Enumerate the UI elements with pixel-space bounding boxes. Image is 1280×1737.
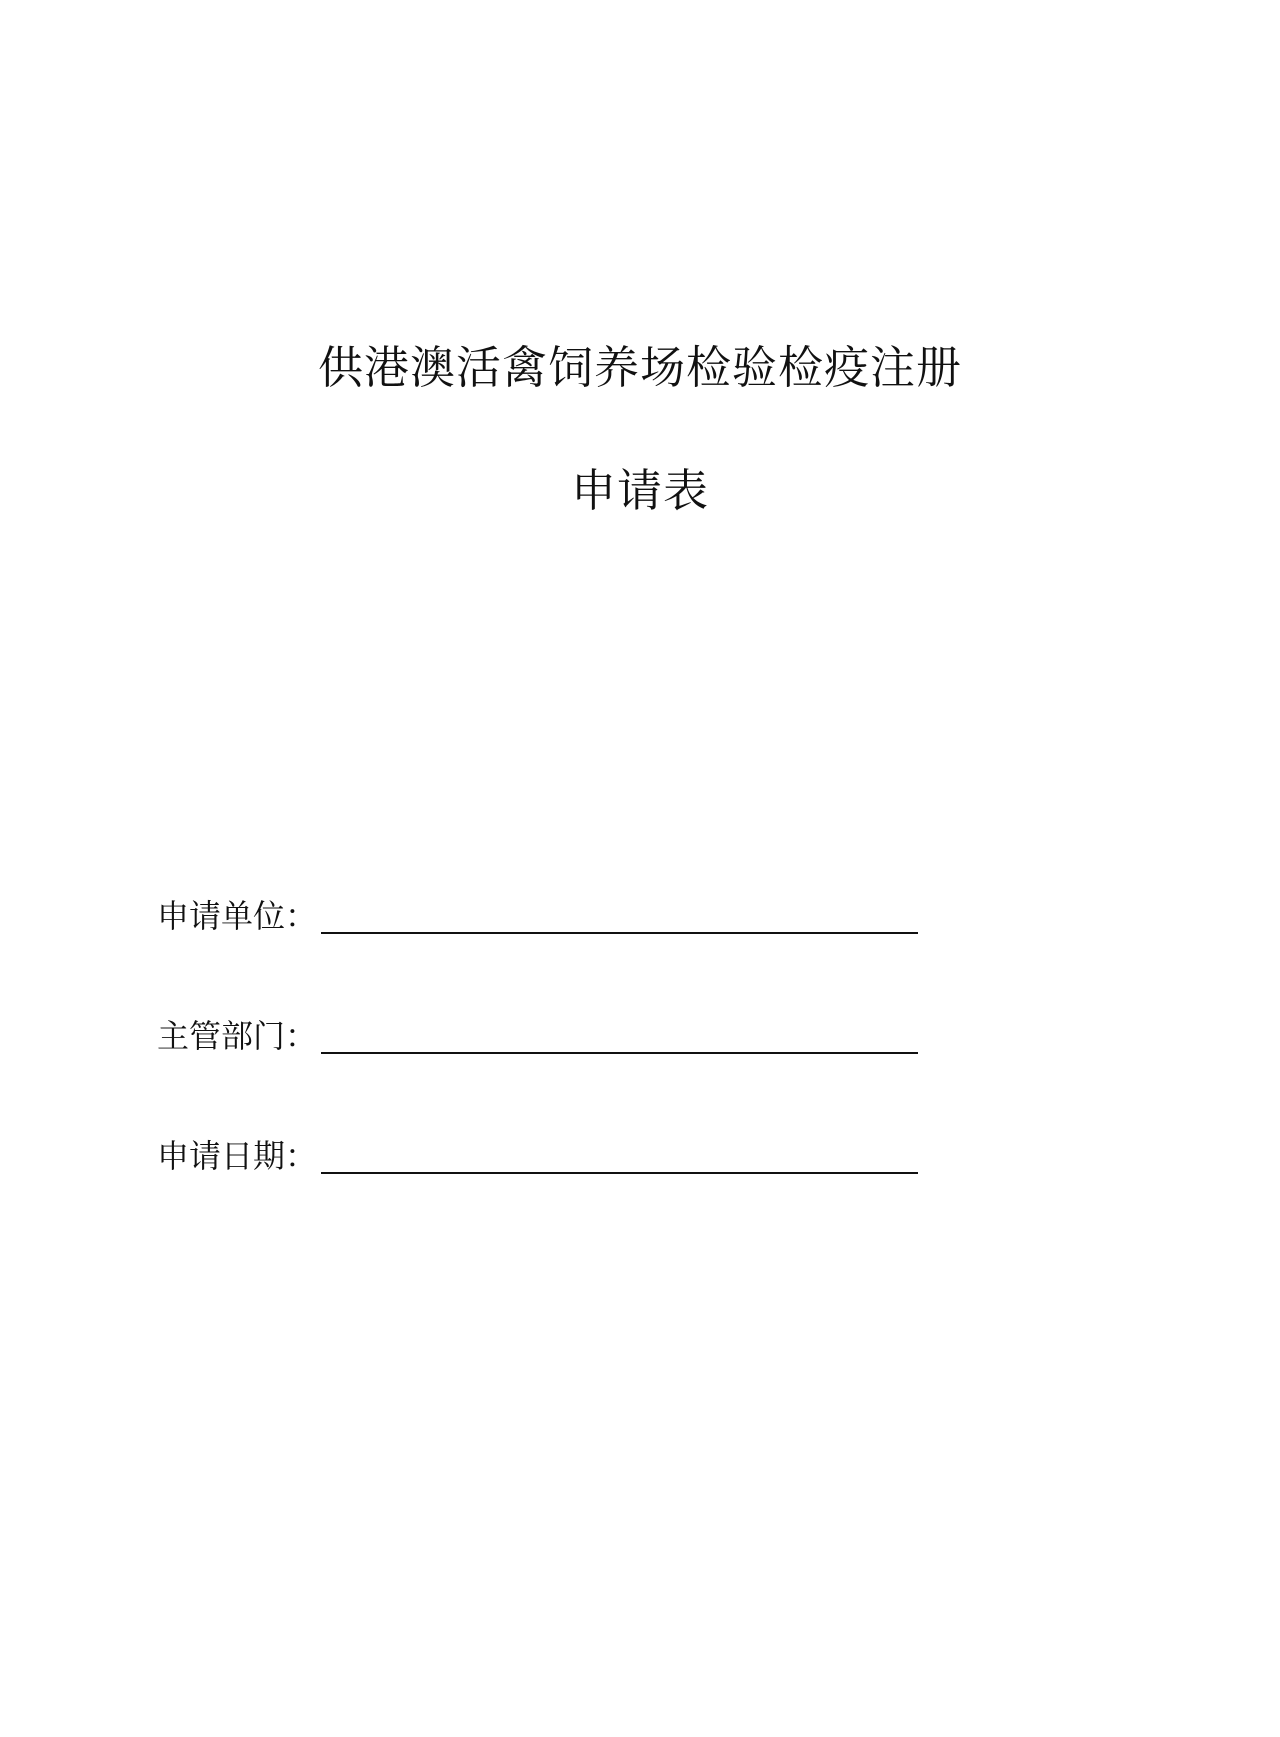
supervising-department-field [157,1006,918,1056]
applicant-unit-blank[interactable] [321,896,918,934]
application-date-field [157,1126,918,1176]
applicant-unit-label: 申请单位： [157,897,318,935]
supervising-department-blank[interactable] [321,1016,918,1054]
application-date-label: 申请日期： [157,1137,318,1175]
applicant-unit-field [157,886,918,936]
supervising-department-label: 主管部门： [157,1017,318,1055]
document-title: 供港澳活禽饲养场检验检疫注册 [317,341,962,394]
application-date-blank[interactable] [321,1136,918,1174]
document-subtitle: 申请表 [570,464,709,517]
